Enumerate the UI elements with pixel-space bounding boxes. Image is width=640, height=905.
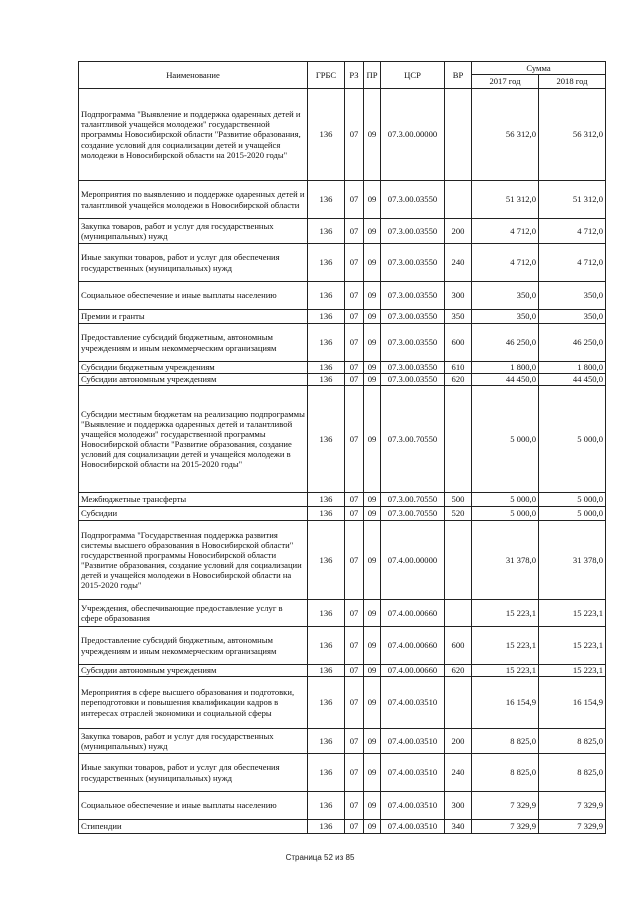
row-csr: 07.4.00.03510 [381, 754, 445, 792]
row-sum-2018: 1 800,0 [539, 362, 606, 374]
row-sum-2017: 44 450,0 [472, 374, 539, 386]
row-name: Субсидии местным бюджетам на реализацию подпрограммы "Выявление и поддержка одаренных детей и талантливой учащейся молодежи" государственной программы Новосибирской области "Развитие образования, создание условий для социализации детей и учащейся молодежи в Новосибирской области на 2015-2020 годы" [79, 386, 308, 493]
row-grbs: 136 [308, 493, 345, 507]
table-row [79, 493, 606, 507]
row-csr: 07.3.00.70550 [381, 507, 445, 521]
col-header-2017: 2017 год [472, 75, 539, 89]
row-sum-2017: 1 800,0 [472, 362, 539, 374]
row-sum-2017: 15 223,1 [472, 627, 539, 665]
row-pr: 09 [364, 282, 381, 310]
row-grbs: 136 [308, 282, 345, 310]
table-row [79, 820, 606, 834]
row-sum-2018: 4 712,0 [539, 244, 606, 282]
row-sum-2018: 5 000,0 [539, 507, 606, 521]
row-pr: 09 [364, 600, 381, 627]
row-csr: 07.3.00.70550 [381, 493, 445, 507]
row-csr: 07.4.00.03510 [381, 792, 445, 820]
row-rz: 07 [345, 493, 364, 507]
row-rz: 07 [345, 386, 364, 493]
row-sum-2018: 31 378,0 [539, 521, 606, 600]
row-csr: 07.3.00.03550 [381, 324, 445, 362]
row-grbs: 136 [308, 310, 345, 324]
row-grbs: 136 [308, 627, 345, 665]
row-pr: 09 [364, 324, 381, 362]
row-vr: 500 [445, 493, 472, 507]
row-sum-2018: 44 450,0 [539, 374, 606, 386]
table-row [79, 521, 606, 600]
row-sum-2018: 7 329,9 [539, 820, 606, 834]
row-sum-2017: 15 223,1 [472, 665, 539, 677]
row-sum-2018: 350,0 [539, 310, 606, 324]
row-rz: 07 [345, 600, 364, 627]
row-pr: 09 [364, 374, 381, 386]
row-rz: 07 [345, 219, 364, 244]
row-vr: 600 [445, 627, 472, 665]
col-header-name: Наименование [79, 62, 308, 89]
row-name: Стипендии [79, 820, 308, 834]
row-rz: 07 [345, 181, 364, 219]
row-pr: 09 [364, 219, 381, 244]
row-pr: 09 [364, 244, 381, 282]
row-grbs: 136 [308, 386, 345, 493]
row-grbs: 136 [308, 820, 345, 834]
row-grbs: 136 [308, 521, 345, 600]
table-row [79, 282, 606, 310]
row-sum-2017: 4 712,0 [472, 219, 539, 244]
row-sum-2018: 15 223,1 [539, 665, 606, 677]
table-body [79, 89, 606, 834]
row-rz: 07 [345, 507, 364, 521]
table-row [79, 627, 606, 665]
row-pr: 09 [364, 181, 381, 219]
row-sum-2017: 31 378,0 [472, 521, 539, 600]
row-vr [445, 386, 472, 493]
row-sum-2017: 5 000,0 [472, 386, 539, 493]
row-csr: 07.3.00.03550 [381, 362, 445, 374]
col-header-csr: ЦСР [381, 62, 445, 89]
row-name: Межбюджетные трансферты [79, 493, 308, 507]
row-vr: 200 [445, 729, 472, 754]
row-vr [445, 677, 472, 729]
row-name: Предоставление субсидий бюджетным, автономным учреждениям и иным некоммерческим организациям [79, 627, 308, 665]
row-csr: 07.3.00.03550 [381, 374, 445, 386]
row-vr: 600 [445, 324, 472, 362]
row-csr: 07.3.00.03550 [381, 282, 445, 310]
row-vr: 200 [445, 219, 472, 244]
row-sum-2017: 16 154,9 [472, 677, 539, 729]
row-name: Премии и гранты [79, 310, 308, 324]
row-vr [445, 521, 472, 600]
row-sum-2018: 51 312,0 [539, 181, 606, 219]
row-grbs: 136 [308, 665, 345, 677]
row-name: Закупка товаров, работ и услуг для государственных (муниципальных) нужд [79, 729, 308, 754]
row-sum-2017: 15 223,1 [472, 600, 539, 627]
table-row [79, 677, 606, 729]
row-pr: 09 [364, 820, 381, 834]
row-grbs: 136 [308, 362, 345, 374]
row-sum-2017: 56 312,0 [472, 89, 539, 181]
row-vr: 300 [445, 282, 472, 310]
row-csr: 07.4.00.00660 [381, 600, 445, 627]
row-csr: 07.3.00.70550 [381, 386, 445, 493]
row-sum-2018: 5 000,0 [539, 386, 606, 493]
row-name: Предоставление субсидий бюджетным, автономным учреждениям и иным некоммерческим организациям [79, 324, 308, 362]
table-row [79, 362, 606, 374]
row-sum-2017: 4 712,0 [472, 244, 539, 282]
row-vr: 340 [445, 820, 472, 834]
row-grbs: 136 [308, 754, 345, 792]
row-name: Иные закупки товаров, работ и услуг для обеспечения государственных (муниципальных) нужд [79, 244, 308, 282]
row-vr [445, 181, 472, 219]
row-sum-2017: 350,0 [472, 310, 539, 324]
row-name: Иные закупки товаров, работ и услуг для обеспечения государственных (муниципальных) нужд [79, 754, 308, 792]
row-name: Социальное обеспечение и иные выплаты населению [79, 792, 308, 820]
row-vr: 620 [445, 374, 472, 386]
row-grbs: 136 [308, 244, 345, 282]
row-sum-2018: 8 825,0 [539, 729, 606, 754]
row-pr: 09 [364, 792, 381, 820]
row-sum-2018: 15 223,1 [539, 600, 606, 627]
row-pr: 09 [364, 729, 381, 754]
col-header-2018: 2018 год [539, 75, 606, 89]
table-row [79, 324, 606, 362]
row-pr: 09 [364, 507, 381, 521]
row-name: Мероприятия по выявлению и поддержке одаренных детей и талантливой учащейся молодежи в Новосибирской области [79, 181, 308, 219]
table-row [79, 374, 606, 386]
row-vr: 350 [445, 310, 472, 324]
row-grbs: 136 [308, 507, 345, 521]
row-pr: 09 [364, 521, 381, 600]
col-header-grbs: ГРБС [308, 62, 345, 89]
table-row [79, 244, 606, 282]
row-sum-2017: 5 000,0 [472, 493, 539, 507]
row-sum-2017: 5 000,0 [472, 507, 539, 521]
col-header-rz: РЗ [345, 62, 364, 89]
row-sum-2017: 8 825,0 [472, 729, 539, 754]
row-csr: 07.3.00.00000 [381, 89, 445, 181]
row-rz: 07 [345, 282, 364, 310]
table-row [79, 507, 606, 521]
row-sum-2017: 7 329,9 [472, 820, 539, 834]
row-name: Мероприятия в сфере высшего образования и подготовки, переподготовки и повышения квалификации кадров в интересах отраслей экономики и социальной сферы [79, 677, 308, 729]
row-sum-2018: 7 329,9 [539, 792, 606, 820]
row-rz: 07 [345, 324, 364, 362]
table-row [79, 729, 606, 754]
row-sum-2017: 46 250,0 [472, 324, 539, 362]
row-vr [445, 600, 472, 627]
row-sum-2018: 5 000,0 [539, 493, 606, 507]
col-header-vr: ВР [445, 62, 472, 89]
row-csr: 07.3.00.03550 [381, 219, 445, 244]
row-rz: 07 [345, 362, 364, 374]
table-row [79, 792, 606, 820]
row-sum-2017: 7 329,9 [472, 792, 539, 820]
table-row [79, 181, 606, 219]
row-name: Социальное обеспечение и иные выплаты населению [79, 282, 308, 310]
row-pr: 09 [364, 310, 381, 324]
row-vr [445, 89, 472, 181]
row-csr: 07.4.00.03510 [381, 820, 445, 834]
row-grbs: 136 [308, 89, 345, 181]
row-rz: 07 [345, 665, 364, 677]
row-rz: 07 [345, 754, 364, 792]
row-pr: 09 [364, 665, 381, 677]
row-pr: 09 [364, 362, 381, 374]
row-pr: 09 [364, 754, 381, 792]
row-grbs: 136 [308, 181, 345, 219]
table-row [79, 665, 606, 677]
row-name: Подпрограмма "Выявление и поддержка одаренных детей и талантливой учащейся молодежи" государственной программы Новосибирской области "Развитие образования, создание условий для социализации детей и учащейся молодежи в Новосибирской области на 2015-2020 годы" [79, 89, 308, 181]
row-sum-2017: 8 825,0 [472, 754, 539, 792]
row-sum-2018: 15 223,1 [539, 627, 606, 665]
row-sum-2018: 46 250,0 [539, 324, 606, 362]
row-name: Субсидии автономным учреждениям [79, 374, 308, 386]
row-csr: 07.4.00.03510 [381, 729, 445, 754]
row-sum-2018: 56 312,0 [539, 89, 606, 181]
table-row [79, 219, 606, 244]
table-row [79, 754, 606, 792]
table-row [79, 600, 606, 627]
row-csr: 07.4.00.00660 [381, 627, 445, 665]
row-csr: 07.3.00.03550 [381, 244, 445, 282]
row-vr: 610 [445, 362, 472, 374]
row-rz: 07 [345, 310, 364, 324]
row-csr: 07.3.00.03550 [381, 310, 445, 324]
row-name: Закупка товаров, работ и услуг для государственных (муниципальных) нужд [79, 219, 308, 244]
row-vr: 620 [445, 665, 472, 677]
row-rz: 07 [345, 792, 364, 820]
row-vr: 240 [445, 244, 472, 282]
row-sum-2017: 350,0 [472, 282, 539, 310]
row-rz: 07 [345, 244, 364, 282]
row-csr: 07.4.00.03510 [381, 677, 445, 729]
row-grbs: 136 [308, 729, 345, 754]
row-grbs: 136 [308, 374, 345, 386]
row-sum-2018: 4 712,0 [539, 219, 606, 244]
row-sum-2018: 8 825,0 [539, 754, 606, 792]
row-csr: 07.4.00.00660 [381, 665, 445, 677]
row-csr: 07.4.00.00000 [381, 521, 445, 600]
row-grbs: 136 [308, 677, 345, 729]
row-pr: 09 [364, 386, 381, 493]
row-pr: 09 [364, 677, 381, 729]
row-rz: 07 [345, 820, 364, 834]
row-pr: 09 [364, 627, 381, 665]
row-pr: 09 [364, 89, 381, 181]
table-row [79, 386, 606, 493]
row-rz: 07 [345, 374, 364, 386]
row-sum-2017: 51 312,0 [472, 181, 539, 219]
row-rz: 07 [345, 729, 364, 754]
row-grbs: 136 [308, 324, 345, 362]
row-name: Учреждения, обеспечивающие предоставление услуг в сфере образования [79, 600, 308, 627]
row-grbs: 136 [308, 792, 345, 820]
row-vr: 520 [445, 507, 472, 521]
col-header-sum: Сумма [472, 62, 606, 75]
row-name: Субсидии бюджетным учреждениям [79, 362, 308, 374]
row-name: Субсидии автономным учреждениям [79, 665, 308, 677]
row-grbs: 136 [308, 219, 345, 244]
row-rz: 07 [345, 521, 364, 600]
row-csr: 07.3.00.03550 [381, 181, 445, 219]
row-rz: 07 [345, 627, 364, 665]
table-row [79, 89, 606, 181]
row-name: Подпрограмма "Государственная поддержка развития системы высшего образования в Новосибирской области" государственной программы Новосибирской области "Развитие образования, создание условий для социализации детей и учащейся молодежи в Новосибирской области на 2015-2020 годы" [79, 521, 308, 600]
row-vr: 300 [445, 792, 472, 820]
row-grbs: 136 [308, 600, 345, 627]
row-pr: 09 [364, 493, 381, 507]
row-sum-2018: 16 154,9 [539, 677, 606, 729]
row-rz: 07 [345, 89, 364, 181]
row-rz: 07 [345, 677, 364, 729]
budget-table [78, 61, 606, 834]
table-row [79, 310, 606, 324]
row-name: Субсидии [79, 507, 308, 521]
row-vr: 240 [445, 754, 472, 792]
row-sum-2018: 350,0 [539, 282, 606, 310]
col-header-pr: ПР [364, 62, 381, 89]
page-number: Страница 52 из 85 [285, 853, 355, 862]
